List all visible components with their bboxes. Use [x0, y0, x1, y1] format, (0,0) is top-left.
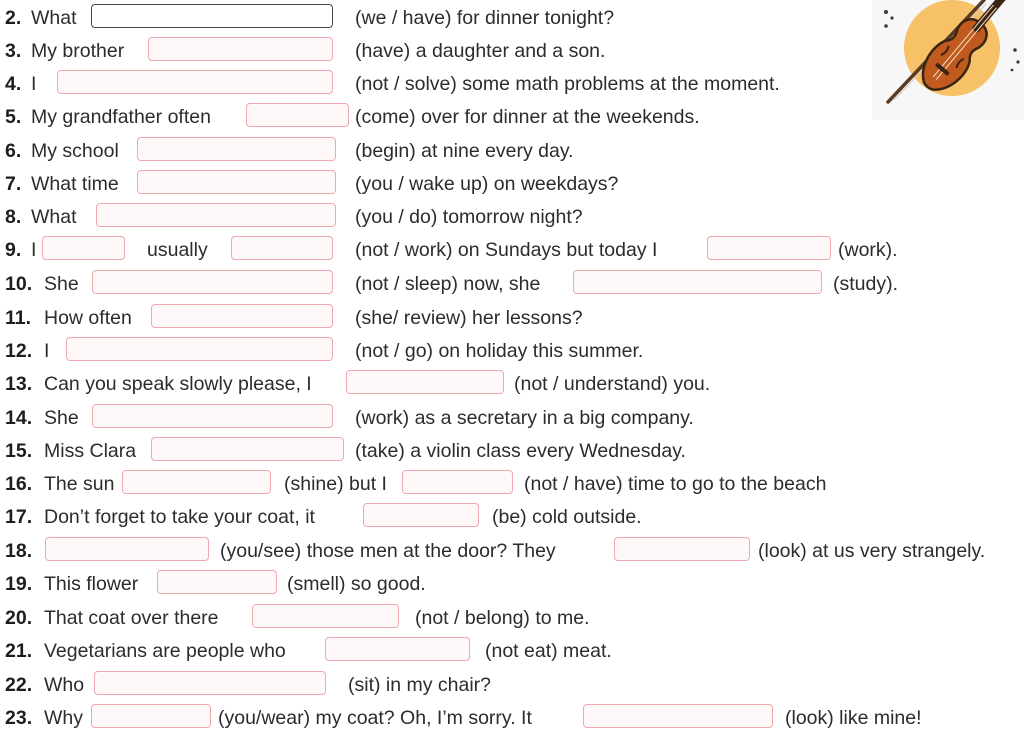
exercise-number: 4.	[5, 73, 22, 95]
prompt-text: (not eat) meat.	[485, 640, 612, 662]
prompt-text: (not / sleep) now, she	[355, 273, 541, 295]
exercise-number: 10.	[5, 273, 33, 295]
prompt-text: (have) a daughter and a son.	[355, 40, 606, 62]
prompt-text: What time	[31, 173, 119, 195]
answer-input[interactable]	[157, 570, 277, 594]
exercise-row	[0, 635, 1024, 668]
exercise-number: 16.	[5, 473, 33, 495]
exercise-row	[0, 135, 1024, 168]
answer-input[interactable]	[137, 170, 336, 194]
prompt-text: (you/wear) my coat? Oh, I’m sorry. It	[218, 707, 532, 729]
exercise-row	[0, 35, 1024, 68]
prompt-text: This flower	[44, 573, 139, 595]
answer-input[interactable]	[96, 203, 336, 227]
exercise-row	[0, 368, 1024, 401]
prompt-text: (not / work) on Sundays but today I	[355, 239, 658, 261]
exercise-row	[0, 702, 1024, 735]
exercise-number: 18.	[5, 540, 33, 562]
answer-input[interactable]	[151, 437, 344, 461]
exercise-number: 3.	[5, 40, 22, 62]
prompt-text: My grandfather often	[31, 106, 211, 128]
prompt-text: (shine) but I	[284, 473, 387, 495]
exercise-number: 20.	[5, 607, 33, 629]
answer-input[interactable]	[363, 503, 479, 527]
exercise-number: 22.	[5, 674, 33, 696]
prompt-text: (not / solve) some math problems at the moment.	[355, 73, 780, 95]
exercise-row	[0, 2, 1024, 35]
answer-input[interactable]	[92, 270, 333, 294]
answer-input[interactable]	[583, 704, 773, 728]
answer-input[interactable]	[231, 236, 333, 260]
prompt-text: (smell) so good.	[287, 573, 426, 595]
exercise-row	[0, 535, 1024, 568]
prompt-text: (be) cold outside.	[492, 506, 642, 528]
prompt-text: Miss Clara	[44, 440, 137, 462]
exercise-number: 5.	[5, 106, 22, 128]
answer-input[interactable]	[573, 270, 822, 294]
prompt-text: (begin) at nine every day.	[355, 140, 574, 162]
prompt-text: What	[31, 206, 77, 228]
prompt-text: (you / wake up) on weekdays?	[355, 173, 619, 195]
answer-input[interactable]	[57, 70, 333, 94]
answer-input[interactable]	[91, 4, 333, 28]
prompt-text: (come) over for dinner at the weekends.	[355, 106, 700, 128]
prompt-text: (take) a violin class every Wednesday.	[355, 440, 686, 462]
answer-input[interactable]	[325, 637, 470, 661]
prompt-text: (not / belong) to me.	[415, 607, 590, 629]
answer-input[interactable]	[137, 137, 336, 161]
prompt-text: How often	[44, 307, 132, 329]
prompt-text: What	[31, 7, 77, 29]
exercise-number: 13.	[5, 373, 33, 395]
answer-input[interactable]	[246, 103, 349, 127]
answer-input[interactable]	[91, 704, 211, 728]
prompt-text: (look) at us very strangely.	[758, 540, 986, 562]
prompt-text: She	[44, 273, 79, 295]
answer-input[interactable]	[346, 370, 504, 394]
exercise-row	[0, 101, 1024, 134]
exercise-number: 8.	[5, 206, 22, 228]
exercise-row	[0, 68, 1024, 101]
answer-input[interactable]	[92, 404, 333, 428]
prompt-text: (she/ review) her lessons?	[355, 307, 583, 329]
exercise-row	[0, 335, 1024, 368]
prompt-text: I	[44, 340, 50, 362]
prompt-text: Vegetarians are people who	[44, 640, 286, 662]
prompt-text: (we / have) for dinner tonight?	[355, 7, 615, 29]
prompt-text: Don’t forget to take your coat, it	[44, 506, 315, 528]
answer-input[interactable]	[66, 337, 333, 361]
prompt-text: (you/see) those men at the door? They	[220, 540, 556, 562]
exercise-number: 21.	[5, 640, 33, 662]
exercise-row	[0, 468, 1024, 501]
exercise-number: 23.	[5, 707, 33, 729]
exercise-row	[0, 268, 1024, 301]
exercise-number: 15.	[5, 440, 33, 462]
prompt-text: I	[31, 73, 37, 95]
prompt-text: (study).	[833, 273, 899, 295]
prompt-text: My brother	[31, 40, 125, 62]
answer-input[interactable]	[707, 236, 831, 260]
exercise-number: 12.	[5, 340, 33, 362]
prompt-text: Why	[44, 707, 83, 729]
prompt-text: (work).	[838, 239, 898, 261]
answer-input[interactable]	[42, 236, 125, 260]
exercise-row	[0, 669, 1024, 702]
prompt-text: (look) like mine!	[785, 707, 922, 729]
prompt-text: (not / understand) you.	[514, 373, 711, 395]
prompt-text: (not / have) time to go to the beach	[524, 473, 827, 495]
exercise-row	[0, 168, 1024, 201]
prompt-text: That coat over there	[44, 607, 219, 629]
prompt-text: My school	[31, 140, 119, 162]
prompt-text: She	[44, 407, 79, 429]
answer-input[interactable]	[151, 304, 333, 328]
exercise-row	[0, 435, 1024, 468]
violin-icon	[872, 0, 1024, 120]
exercise-number: 9.	[5, 239, 22, 261]
exercise-row	[0, 201, 1024, 234]
answer-input[interactable]	[45, 537, 209, 561]
exercise-row	[0, 234, 1024, 267]
answer-input[interactable]	[402, 470, 513, 494]
prompt-text: The sun	[44, 473, 115, 495]
exercise-number: 7.	[5, 173, 22, 195]
exercise-number: 17.	[5, 506, 33, 528]
exercise-row	[0, 302, 1024, 335]
prompt-text: (work) as a secretary in a big company.	[355, 407, 694, 429]
exercise-number: 2.	[5, 7, 22, 29]
exercise-row	[0, 501, 1024, 534]
answer-input[interactable]	[614, 537, 750, 561]
prompt-text: (not / go) on holiday this summer.	[355, 340, 644, 362]
prompt-text: I	[31, 239, 37, 261]
exercise-number: 11.	[5, 307, 32, 329]
exercise-row	[0, 602, 1024, 635]
exercise-row	[0, 568, 1024, 601]
exercise-number: 14.	[5, 407, 33, 429]
prompt-text: usually	[147, 239, 208, 261]
prompt-text: Who	[44, 674, 85, 696]
answer-input[interactable]	[148, 37, 333, 61]
exercise-number: 6.	[5, 140, 22, 162]
answer-input[interactable]	[94, 671, 326, 695]
prompt-text: Can you speak slowly please, I	[44, 373, 312, 395]
prompt-text: (you / do) tomorrow night?	[355, 206, 583, 228]
exercise-row	[0, 402, 1024, 435]
answer-input[interactable]	[252, 604, 399, 628]
prompt-text: (sit) in my chair?	[348, 674, 492, 696]
exercise-number: 19.	[5, 573, 33, 595]
answer-input[interactable]	[122, 470, 271, 494]
